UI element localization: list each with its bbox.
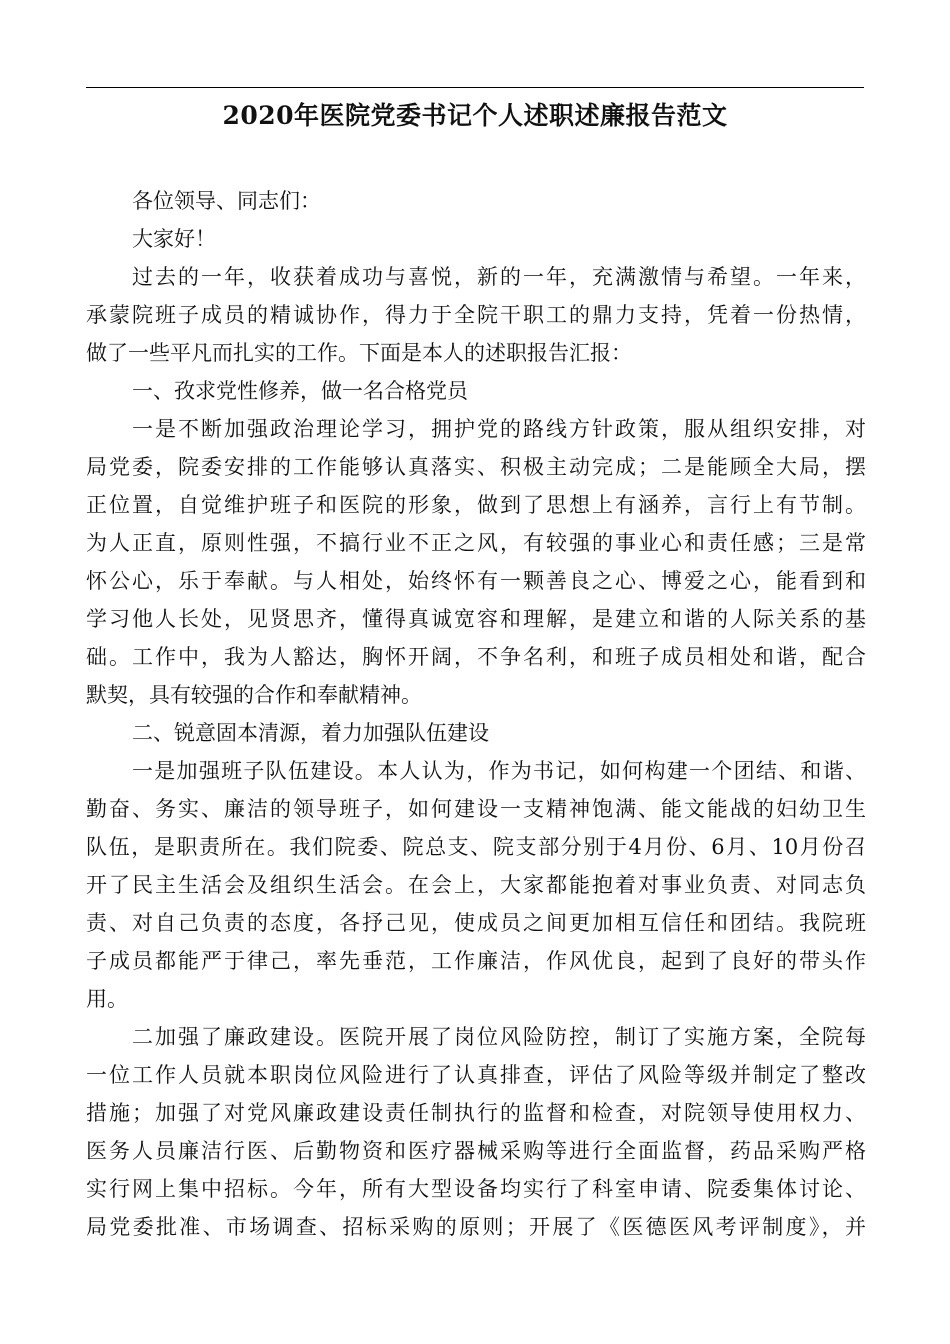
body-line: 二加强了廉政建设。医院开展了岗位风险防控，制订了实施方案，全院每: [132, 1025, 866, 1049]
body-line: 医务人员廉洁行医、后勤物资和医疗器械采购等进行全面监督，药品采购严格: [86, 1139, 866, 1163]
body-line: 二、锐意固本清源，着力加强队伍建设: [132, 721, 489, 745]
body-line: 责、对自己负责的态度，各抒己见，使成员之间更加相互信任和团结。我院班: [86, 911, 866, 935]
document-body: [86, 182, 866, 1246]
body-line: 大家好！: [132, 227, 216, 251]
body-line: 用。: [86, 987, 128, 1011]
body-line: 承蒙院班子成员的精诚协作，得力于全院干职工的鼎力支持，凭着一份热情，: [86, 303, 866, 327]
body-line: 过去的一年，收获着成功与喜悦，新的一年，充满激情与希望。一年来，: [132, 265, 866, 289]
body-line: 一位工作人员就本职岗位风险进行了认真排查，评估了风险等级并制定了整改: [86, 1063, 866, 1087]
body-line: 勤奋、务实、廉洁的领导班子，如何建设一支精神饱满、能文能战的妇幼卫生: [86, 797, 866, 821]
body-line: 局党委，院委安排的工作能够认真落实、积极主动完成；二是能顾全大局，摆: [86, 455, 866, 479]
body-line: 做了一些平凡而扎实的工作。下面是本人的述职报告汇报：: [86, 341, 632, 365]
body-line: 学习他人长处，见贤思齐，懂得真诚宽容和理解，是建立和谐的人际关系的基: [86, 607, 866, 631]
body-line: 队伍，是职责所在。我们院委、院总支、院支部分别于4月份、6月、10月份召: [86, 835, 866, 859]
body-line: 正位置，自觉维护班子和医院的形象，做到了思想上有涵养，言行上有节制。: [86, 493, 866, 517]
header-rule: [86, 87, 864, 88]
body-line: 实行网上集中招标。今年，所有大型设备均实行了科室申请、院委集体讨论、: [86, 1177, 866, 1201]
document-title: 2020年医院党委书记个人述职述廉报告范文: [222, 101, 728, 130]
body-line: 默契，具有较强的合作和奉献精神。: [86, 683, 422, 707]
body-line: 开了民主生活会及组织生活会。在会上，大家都能抱着对事业负责、对同志负: [86, 873, 866, 897]
body-line: 局党委批准、市场调查、招标采购的原则；开展了《医德医风考评制度》，并: [86, 1215, 866, 1239]
body-line: 础。工作中，我为人豁达，胸怀开阔，不争名利，和班子成员相处和谐，配合: [86, 645, 866, 669]
body-line: 为人正直，原则性强，不搞行业不正之风，有较强的事业心和责任感；三是常: [86, 531, 866, 555]
body-line: 怀公心，乐于奉献。与人相处，始终怀有一颗善良之心、博爱之心，能看到和: [86, 569, 866, 593]
body-line: 各位领导、同志们：: [132, 189, 321, 213]
body-line: 措施；加强了对党风廉政建设责任制执行的监督和检查，对院领导使用权力、: [86, 1101, 866, 1125]
body-line: 一是不断加强政治理论学习，拥护党的路线方针政策，服从组织安排，对: [132, 417, 866, 441]
body-line: 子成员都能严于律己，率先垂范，工作廉洁，作风优良，起到了良好的带头作: [86, 949, 866, 973]
body-line: 一、孜求党性修养，做一名合格党员: [132, 379, 468, 403]
body-line: 一是加强班子队伍建设。本人认为，作为书记，如何构建一个团结、和谐、: [132, 759, 866, 783]
